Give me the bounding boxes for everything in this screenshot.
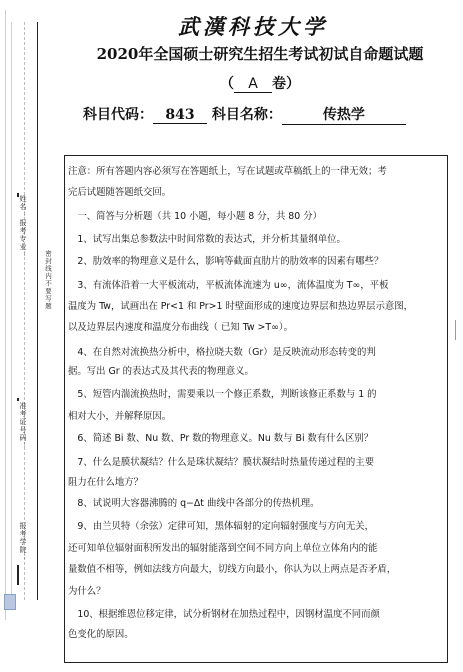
paper-type-value: A (234, 76, 272, 93)
question-line: 9、由兰贝特（余弦）定律可知，黑体辐射的定向辐射强度与方向无关， (68, 521, 374, 532)
question-line: 据。写出 Gr 的表达式及其代表的物理意义。 (68, 366, 254, 377)
question-line: 7、什么是膜状凝结？什么是珠状凝结？膜状凝结时热量传递过程的主要 (68, 457, 374, 468)
subject-row (83, 104, 406, 125)
question-line: 3、有流体沿着一大平板流动，平板流体流速为 u∞，流体温度为 T∞，平板 (68, 280, 389, 291)
subject-name-label: 科目名称： (211, 107, 282, 123)
subject-code: 843 (153, 107, 207, 124)
binding-mark (17, 565, 19, 585)
question-line: 1、试写出集总参数法中时间常数的表达式，并分析其量纲单位。 (68, 234, 346, 245)
question-line: 阻力在什么地方？ (68, 477, 144, 488)
question-line: 还可知单位辐射面积所发出的辐射能落到空间不同方向上单位立体角内的能 (68, 543, 378, 554)
question-line: 注意：所有答题内容必须写在答题纸上，写在试题或草稿纸上的一律无效；考 (68, 166, 387, 177)
question-line: 2、肋效率的物理意义是什么，影响等截面直肋片的肋效率的因素有哪些？ (68, 256, 384, 267)
binding-border-line (11, 22, 12, 600)
binding-mark (17, 398, 19, 401)
university-logo-text: 武漢科技大学 (178, 14, 328, 39)
question-line: 量数值不相等，例如法线方向最大，切线方向最小，你认为以上两点是否矛盾， (68, 564, 397, 575)
subject-name: 传热学 (282, 104, 406, 125)
school-label: 报考学院： (19, 522, 27, 562)
question-line: 8、试说明大容器沸腾的 q−Δt 曲线中各部分的传热机理。 (68, 498, 320, 509)
question-line: 相对大小，并解释原因。 (68, 411, 172, 422)
question-line: 4、在自然对流换热分析中，格拉晓夫数（Gr）是反映流动形态转变的判 (68, 347, 376, 358)
question-line: 以及边界层内速度和温度分布曲线（ 已知 Tw >T∞）。 (68, 322, 293, 333)
question-line: 为什么？ (68, 586, 106, 597)
question-line: 5、短管内湍流换热时，需要乘以一个修正系数，判断该修正系数与 1 的 (68, 389, 377, 400)
seal-warning-label: 密封线内不要写题 (44, 250, 52, 310)
exam-title: 2020年全国硕士研究生招生考试初试自命题试题 (96, 45, 424, 63)
seal-line (37, 22, 38, 600)
ticket-number-label: 准考证号码： (19, 402, 27, 450)
question-line: 6、简述 Bi 数、Nu 数、Pr 数的物理意义。Nu 数与 Bi 数有什么区别？ (68, 433, 374, 444)
question-line: 色变化的原因。 (68, 629, 134, 640)
document-icon (4, 594, 16, 610)
seal-dashed-line (24, 22, 25, 600)
subject-code-label: 科目代码： (83, 107, 153, 123)
question-line: 温度为 Tw，试画出在 Pr<1 和 Pr>1 时壁面形成的速度边界层和热边界层示意图， (68, 301, 413, 312)
question-line: 完后试题随答题纸交回。 (68, 187, 172, 198)
question-line: 10、根据维恩位移定律，试分析钢材在加热过程中，因钢材温度不同而颜 (68, 609, 380, 620)
name-major-label: 姓名：报考专业： (19, 195, 27, 259)
section-heading: 一、简答与分析题（共 10 小题，每小题 8 分，共 80 分） (68, 211, 322, 222)
page-edge-mark (455, 320, 456, 340)
binding-margin (5, 10, 52, 620)
paper-type-open: （ (220, 76, 234, 92)
paper-type-close: 卷） (272, 76, 300, 92)
paper-type (220, 73, 300, 93)
